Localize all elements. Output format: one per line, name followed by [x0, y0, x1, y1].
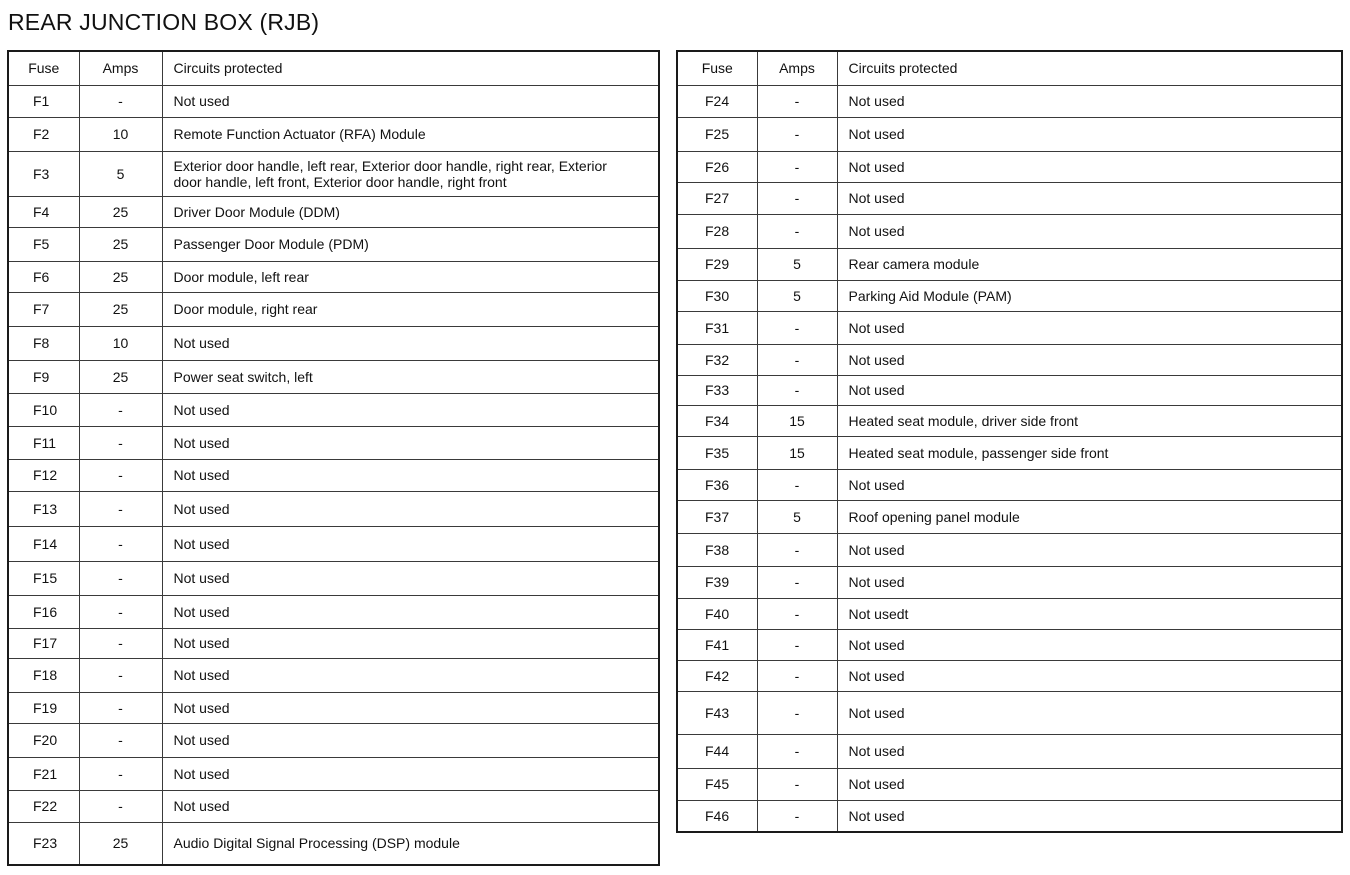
fuse-id: F37	[677, 500, 757, 533]
fuse-amps: -	[757, 734, 837, 768]
fuse-id: F33	[677, 375, 757, 405]
fuse-circuit: Not used	[162, 526, 659, 561]
fuse-amps: -	[757, 151, 837, 182]
fuse-circuit: Not used	[837, 85, 1342, 117]
fuse-row	[8, 658, 659, 692]
fuse-id: F44	[677, 734, 757, 768]
fuse-circuit: Not used	[837, 375, 1342, 405]
fuse-amps: -	[757, 182, 837, 214]
fuse-row	[677, 660, 1342, 691]
fuse-amps: -	[757, 800, 837, 832]
fuse-circuit: Roof opening panel module	[837, 500, 1342, 533]
fuse-amps: 25	[79, 822, 162, 865]
fuse-row	[677, 566, 1342, 598]
fuse-id: F15	[8, 561, 79, 595]
fuse-amps: 5	[757, 248, 837, 280]
fuse-id: F24	[677, 85, 757, 117]
fuse-row	[677, 85, 1342, 117]
fuse-row	[8, 723, 659, 757]
fuse-row	[677, 800, 1342, 832]
fuse-amps: -	[79, 757, 162, 790]
fuse-amps: -	[757, 691, 837, 734]
fuse-row	[677, 598, 1342, 629]
fuse-circuit: Driver Door Module (DDM)	[162, 196, 659, 227]
fuse-amps: -	[757, 375, 837, 405]
fuse-id: F40	[677, 598, 757, 629]
fuse-id: F42	[677, 660, 757, 691]
fuse-id: F4	[8, 196, 79, 227]
fuse-row	[677, 151, 1342, 182]
fuse-id: F3	[8, 151, 79, 196]
fuse-row	[8, 595, 659, 628]
fuse-row	[677, 280, 1342, 311]
fuse-id: F16	[8, 595, 79, 628]
fuse-amps: 25	[79, 360, 162, 393]
header-fuse: Fuse	[8, 51, 79, 85]
fuse-circuit: Not used	[162, 658, 659, 692]
fuse-row	[8, 426, 659, 459]
fuse-circuit: Not used	[162, 326, 659, 360]
fuse-circuit: Not used	[837, 117, 1342, 151]
fuse-amps: -	[757, 566, 837, 598]
header-circuits: Circuits protected	[162, 51, 659, 85]
fuse-circuit: Exterior door handle, left rear, Exterior door handle, right rear, Exterior door handle, left front, Exterior door handle, right front	[162, 151, 659, 196]
fuse-row	[677, 405, 1342, 436]
fuse-id: F8	[8, 326, 79, 360]
fuse-row	[8, 360, 659, 393]
header-row	[8, 51, 659, 85]
fuse-circuit: Not used	[162, 459, 659, 491]
fuse-amps: 15	[757, 436, 837, 469]
fuse-id: F19	[8, 692, 79, 723]
fuse-id: F20	[8, 723, 79, 757]
fuse-id: F28	[677, 214, 757, 248]
fuse-id: F31	[677, 311, 757, 344]
fuse-row	[677, 436, 1342, 469]
fuse-amps: -	[757, 629, 837, 660]
fuse-id: F18	[8, 658, 79, 692]
fuse-row	[8, 326, 659, 360]
fuse-amps: -	[757, 85, 837, 117]
fuse-amps: -	[79, 595, 162, 628]
fuse-id: F12	[8, 459, 79, 491]
fuse-circuit: Passenger Door Module (PDM)	[162, 227, 659, 261]
fuse-row	[677, 375, 1342, 405]
fuse-amps: 25	[79, 227, 162, 261]
fuse-circuit: Not used	[837, 214, 1342, 248]
fuse-id: F36	[677, 469, 757, 500]
fuse-amps: -	[79, 491, 162, 526]
fuse-id: F1	[8, 85, 79, 117]
fuse-amps: -	[79, 658, 162, 692]
fuse-row	[8, 491, 659, 526]
fuse-amps: 5	[757, 500, 837, 533]
fuse-row	[8, 151, 659, 196]
fuse-row	[8, 117, 659, 151]
fuse-row	[8, 822, 659, 865]
fuse-circuit: Not used	[162, 790, 659, 822]
fuse-circuit: Not used	[837, 566, 1342, 598]
fuse-row	[677, 117, 1342, 151]
fuse-id: F43	[677, 691, 757, 734]
fuse-amps: 15	[757, 405, 837, 436]
fuse-id: F11	[8, 426, 79, 459]
fuse-id: F7	[8, 292, 79, 326]
fuse-amps: -	[79, 692, 162, 723]
fuse-row	[8, 393, 659, 426]
fuse-row	[8, 526, 659, 561]
fuse-amps: 10	[79, 326, 162, 360]
fuse-id: F10	[8, 393, 79, 426]
fuse-id: F30	[677, 280, 757, 311]
fuse-id: F26	[677, 151, 757, 182]
fuse-amps: -	[757, 469, 837, 500]
fuse-amps: 25	[79, 261, 162, 292]
fuse-circuit: Heated seat module, passenger side front	[837, 436, 1342, 469]
fuse-row	[677, 311, 1342, 344]
fuse-circuit: Not used	[162, 723, 659, 757]
fuse-circuit: Not used	[162, 393, 659, 426]
fuse-id: F41	[677, 629, 757, 660]
fuse-id: F17	[8, 628, 79, 658]
fuse-row	[677, 182, 1342, 214]
fuse-circuit: Not used	[837, 344, 1342, 375]
fuse-id: F25	[677, 117, 757, 151]
fuse-row	[8, 261, 659, 292]
fuse-table-left	[7, 50, 660, 866]
header-amps: Amps	[79, 51, 162, 85]
page-title: REAR JUNCTION BOX (RJB)	[8, 9, 320, 35]
fuse-id: F27	[677, 182, 757, 214]
fuse-amps: -	[757, 344, 837, 375]
fuse-amps: -	[79, 85, 162, 117]
fuse-table-right	[676, 50, 1343, 833]
fuse-circuit: Remote Function Actuator (RFA) Module	[162, 117, 659, 151]
fuse-id: F21	[8, 757, 79, 790]
fuse-id: F34	[677, 405, 757, 436]
header-row	[677, 51, 1342, 85]
fuse-amps: 5	[757, 280, 837, 311]
fuse-circuit: Not usedt	[837, 598, 1342, 629]
fuse-amps: -	[79, 561, 162, 595]
fuse-amps: -	[79, 628, 162, 658]
fuse-circuit: Not used	[162, 757, 659, 790]
fuse-row	[677, 469, 1342, 500]
fuse-circuit: Not used	[837, 734, 1342, 768]
fuse-amps: -	[757, 768, 837, 800]
fuse-circuit: Door module, right rear	[162, 292, 659, 326]
fuse-row	[677, 214, 1342, 248]
header-fuse: Fuse	[677, 51, 757, 85]
fuse-circuit: Not used	[837, 151, 1342, 182]
fuse-row	[8, 459, 659, 491]
fuse-amps: -	[757, 214, 837, 248]
fuse-id: F5	[8, 227, 79, 261]
fuse-circuit: Not used	[837, 469, 1342, 500]
fuse-row	[8, 628, 659, 658]
fuse-circuit: Audio Digital Signal Processing (DSP) module	[162, 822, 659, 865]
fuse-row	[677, 248, 1342, 280]
fuse-circuit: Power seat switch, left	[162, 360, 659, 393]
fuse-circuit: Not used	[162, 561, 659, 595]
fuse-row	[677, 691, 1342, 734]
fuse-circuit: Not used	[162, 85, 659, 117]
fuse-amps: 5	[79, 151, 162, 196]
fuse-circuit: Parking Aid Module (PAM)	[837, 280, 1342, 311]
fuse-amps: -	[79, 426, 162, 459]
fuse-circuit: Not used	[162, 491, 659, 526]
fuse-row	[8, 757, 659, 790]
header-amps: Amps	[757, 51, 837, 85]
fuse-amps: -	[757, 660, 837, 691]
fuse-amps: -	[79, 723, 162, 757]
fuse-id: F14	[8, 526, 79, 561]
fuse-row	[8, 790, 659, 822]
header-circuits: Circuits protected	[837, 51, 1342, 85]
fuse-id: F13	[8, 491, 79, 526]
fuse-id: F38	[677, 533, 757, 566]
fuse-id: F29	[677, 248, 757, 280]
fuse-amps: 25	[79, 292, 162, 326]
fuse-amps: -	[79, 393, 162, 426]
fuse-row	[8, 692, 659, 723]
fuse-row	[8, 561, 659, 595]
fuse-circuit: Not used	[837, 629, 1342, 660]
fuse-circuit: Not used	[162, 692, 659, 723]
fuse-id: F6	[8, 261, 79, 292]
fuse-id: F9	[8, 360, 79, 393]
fuse-row	[8, 196, 659, 227]
fuse-amps: -	[757, 533, 837, 566]
fuse-circuit: Not used	[162, 426, 659, 459]
fuse-amps: -	[757, 311, 837, 344]
fuse-amps: -	[79, 526, 162, 561]
fuse-amps: -	[79, 790, 162, 822]
fuse-row	[677, 768, 1342, 800]
fuse-id: F22	[8, 790, 79, 822]
fuse-id: F2	[8, 117, 79, 151]
fuse-circuit: Not used	[837, 691, 1342, 734]
fuse-row	[677, 734, 1342, 768]
fuse-circuit: Not used	[837, 311, 1342, 344]
fuse-row	[8, 227, 659, 261]
fuse-amps: 10	[79, 117, 162, 151]
fuse-id: F39	[677, 566, 757, 598]
fuse-row	[8, 292, 659, 326]
fuse-id: F46	[677, 800, 757, 832]
fuse-amps: 25	[79, 196, 162, 227]
fuse-id: F23	[8, 822, 79, 865]
fuse-row	[677, 629, 1342, 660]
fuse-circuit: Not used	[837, 800, 1342, 832]
fuse-circuit: Heated seat module, driver side front	[837, 405, 1342, 436]
fuse-circuit: Not used	[837, 660, 1342, 691]
fuse-id: F45	[677, 768, 757, 800]
fuse-amps: -	[757, 598, 837, 629]
fuse-id: F32	[677, 344, 757, 375]
fuse-row	[677, 344, 1342, 375]
fuse-amps: -	[79, 459, 162, 491]
fuse-circuit: Not used	[837, 768, 1342, 800]
fuse-circuit: Not used	[162, 628, 659, 658]
fuse-circuit: Rear camera module	[837, 248, 1342, 280]
fuse-amps: -	[757, 117, 837, 151]
fuse-id: F35	[677, 436, 757, 469]
fuse-circuit: Not used	[162, 595, 659, 628]
fuse-circuit: Not used	[837, 533, 1342, 566]
fuse-row	[677, 533, 1342, 566]
fuse-row	[8, 85, 659, 117]
fuse-row	[677, 500, 1342, 533]
fuse-circuit: Not used	[837, 182, 1342, 214]
fuse-circuit: Door module, left rear	[162, 261, 659, 292]
